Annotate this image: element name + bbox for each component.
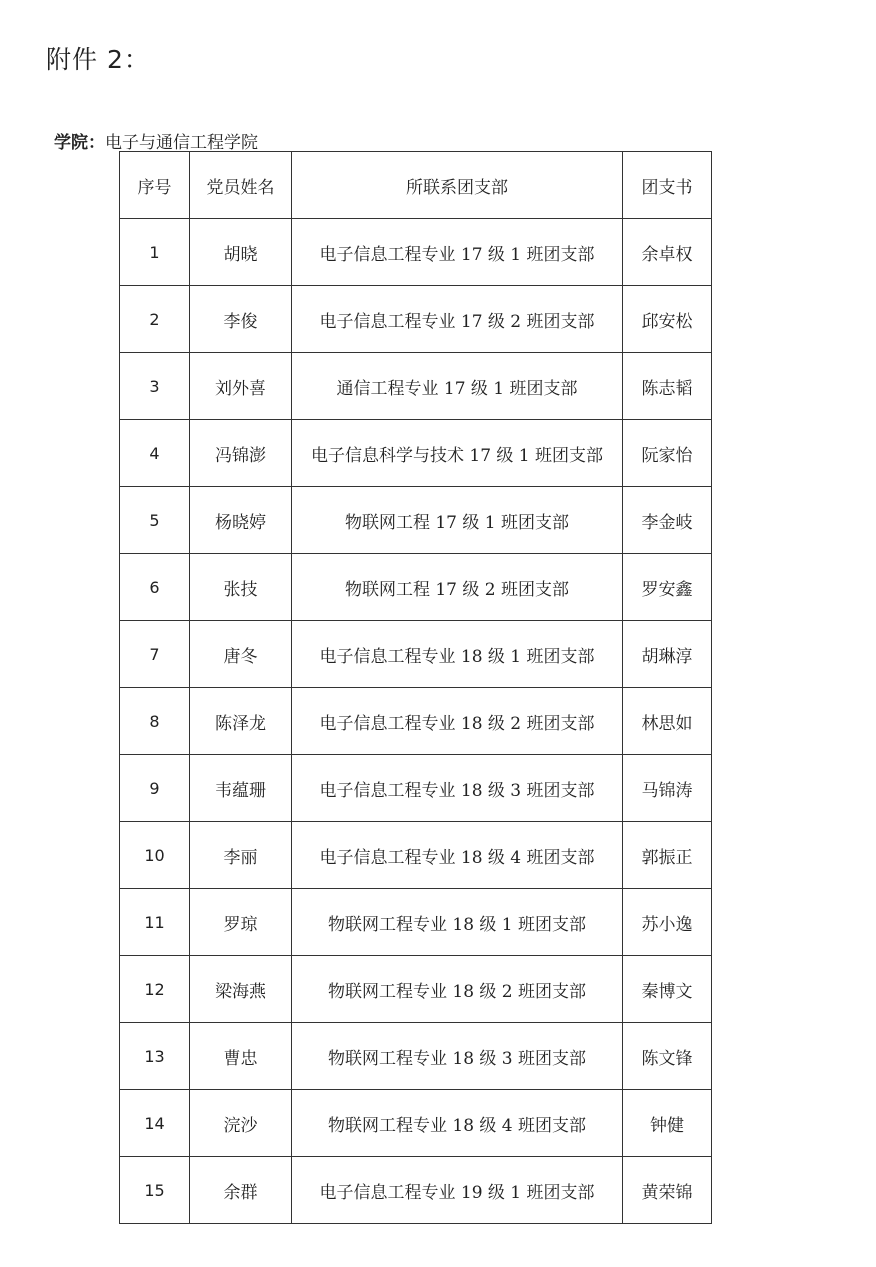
table-row xyxy=(120,219,712,286)
cell-member: 韦蕴珊 xyxy=(190,755,292,822)
table-row xyxy=(120,956,712,1023)
column-header-secretary: 团支书 xyxy=(623,152,712,219)
table-row xyxy=(120,487,712,554)
cell-secretary: 罗安鑫 xyxy=(623,554,712,621)
cell-secretary: 郭振正 xyxy=(623,822,712,889)
college-name: 电子与通信工程学院 xyxy=(105,133,258,153)
cell-number: 12 xyxy=(120,956,190,1023)
cell-secretary: 陈文锋 xyxy=(623,1023,712,1090)
cell-secretary: 林思如 xyxy=(623,688,712,755)
cell-member: 张技 xyxy=(190,554,292,621)
cell-number: 13 xyxy=(120,1023,190,1090)
cell-member: 李丽 xyxy=(190,822,292,889)
roster-table xyxy=(119,151,712,1224)
table-row xyxy=(120,1023,712,1090)
cell-branch: 电子信息工程专业 17 级 1 班团支部 xyxy=(292,219,623,286)
cell-member: 余群 xyxy=(190,1157,292,1224)
cell-branch: 电子信息工程专业 17 级 2 班团支部 xyxy=(292,286,623,353)
cell-branch: 电子信息科学与技术 17 级 1 班团支部 xyxy=(292,420,623,487)
cell-secretary: 阮家怡 xyxy=(623,420,712,487)
cell-number: 14 xyxy=(120,1090,190,1157)
cell-number: 15 xyxy=(120,1157,190,1224)
cell-branch: 物联网工程专业 18 级 1 班团支部 xyxy=(292,889,623,956)
table-row xyxy=(120,755,712,822)
cell-number: 6 xyxy=(120,554,190,621)
column-header-number: 序号 xyxy=(120,152,190,219)
attachment-title: 附件 2： xyxy=(46,45,150,74)
cell-member: 罗琼 xyxy=(190,889,292,956)
cell-number: 10 xyxy=(120,822,190,889)
cell-branch: 物联网工程专业 18 级 4 班团支部 xyxy=(292,1090,623,1157)
cell-number: 1 xyxy=(120,219,190,286)
table-row xyxy=(120,286,712,353)
cell-secretary: 秦博文 xyxy=(623,956,712,1023)
table-row xyxy=(120,1090,712,1157)
cell-secretary: 邱安松 xyxy=(623,286,712,353)
table-header-row xyxy=(120,152,712,219)
cell-secretary: 钟健 xyxy=(623,1090,712,1157)
cell-number: 2 xyxy=(120,286,190,353)
table-row xyxy=(120,822,712,889)
table-row xyxy=(120,420,712,487)
cell-member: 李俊 xyxy=(190,286,292,353)
cell-number: 7 xyxy=(120,621,190,688)
cell-branch: 电子信息工程专业 18 级 1 班团支部 xyxy=(292,621,623,688)
cell-branch: 电子信息工程专业 18 级 3 班团支部 xyxy=(292,755,623,822)
cell-secretary: 胡琳淳 xyxy=(623,621,712,688)
cell-number: 8 xyxy=(120,688,190,755)
table-row xyxy=(120,688,712,755)
cell-secretary: 余卓权 xyxy=(623,219,712,286)
cell-member: 浣沙 xyxy=(190,1090,292,1157)
cell-number: 4 xyxy=(120,420,190,487)
cell-branch: 物联网工程专业 18 级 2 班团支部 xyxy=(292,956,623,1023)
cell-branch: 通信工程专业 17 级 1 班团支部 xyxy=(292,353,623,420)
table-row xyxy=(120,554,712,621)
cell-secretary: 苏小逸 xyxy=(623,889,712,956)
cell-member: 唐冬 xyxy=(190,621,292,688)
cell-number: 5 xyxy=(120,487,190,554)
cell-branch: 物联网工程 17 级 2 班团支部 xyxy=(292,554,623,621)
cell-secretary: 李金岐 xyxy=(623,487,712,554)
cell-number: 11 xyxy=(120,889,190,956)
college-label: 学院： xyxy=(54,133,105,153)
column-header-branch: 所联系团支部 xyxy=(292,152,623,219)
cell-member: 曹忠 xyxy=(190,1023,292,1090)
cell-branch: 电子信息工程专业 19 级 1 班团支部 xyxy=(292,1157,623,1224)
cell-member: 冯锦澎 xyxy=(190,420,292,487)
college-line xyxy=(54,128,258,153)
cell-secretary: 黄荣锦 xyxy=(623,1157,712,1224)
table-row xyxy=(120,621,712,688)
table-row xyxy=(120,353,712,420)
cell-secretary: 陈志韬 xyxy=(623,353,712,420)
cell-member: 梁海燕 xyxy=(190,956,292,1023)
cell-branch: 物联网工程专业 18 级 3 班团支部 xyxy=(292,1023,623,1090)
cell-member: 胡晓 xyxy=(190,219,292,286)
cell-number: 9 xyxy=(120,755,190,822)
table-row xyxy=(120,1157,712,1224)
cell-branch: 电子信息工程专业 18 级 4 班团支部 xyxy=(292,822,623,889)
cell-branch: 电子信息工程专业 18 级 2 班团支部 xyxy=(292,688,623,755)
column-header-member: 党员姓名 xyxy=(190,152,292,219)
cell-secretary: 马锦涛 xyxy=(623,755,712,822)
cell-number: 3 xyxy=(120,353,190,420)
cell-member: 陈泽龙 xyxy=(190,688,292,755)
cell-member: 刘外喜 xyxy=(190,353,292,420)
table-row xyxy=(120,889,712,956)
cell-member: 杨晓婷 xyxy=(190,487,292,554)
cell-branch: 物联网工程 17 级 1 班团支部 xyxy=(292,487,623,554)
